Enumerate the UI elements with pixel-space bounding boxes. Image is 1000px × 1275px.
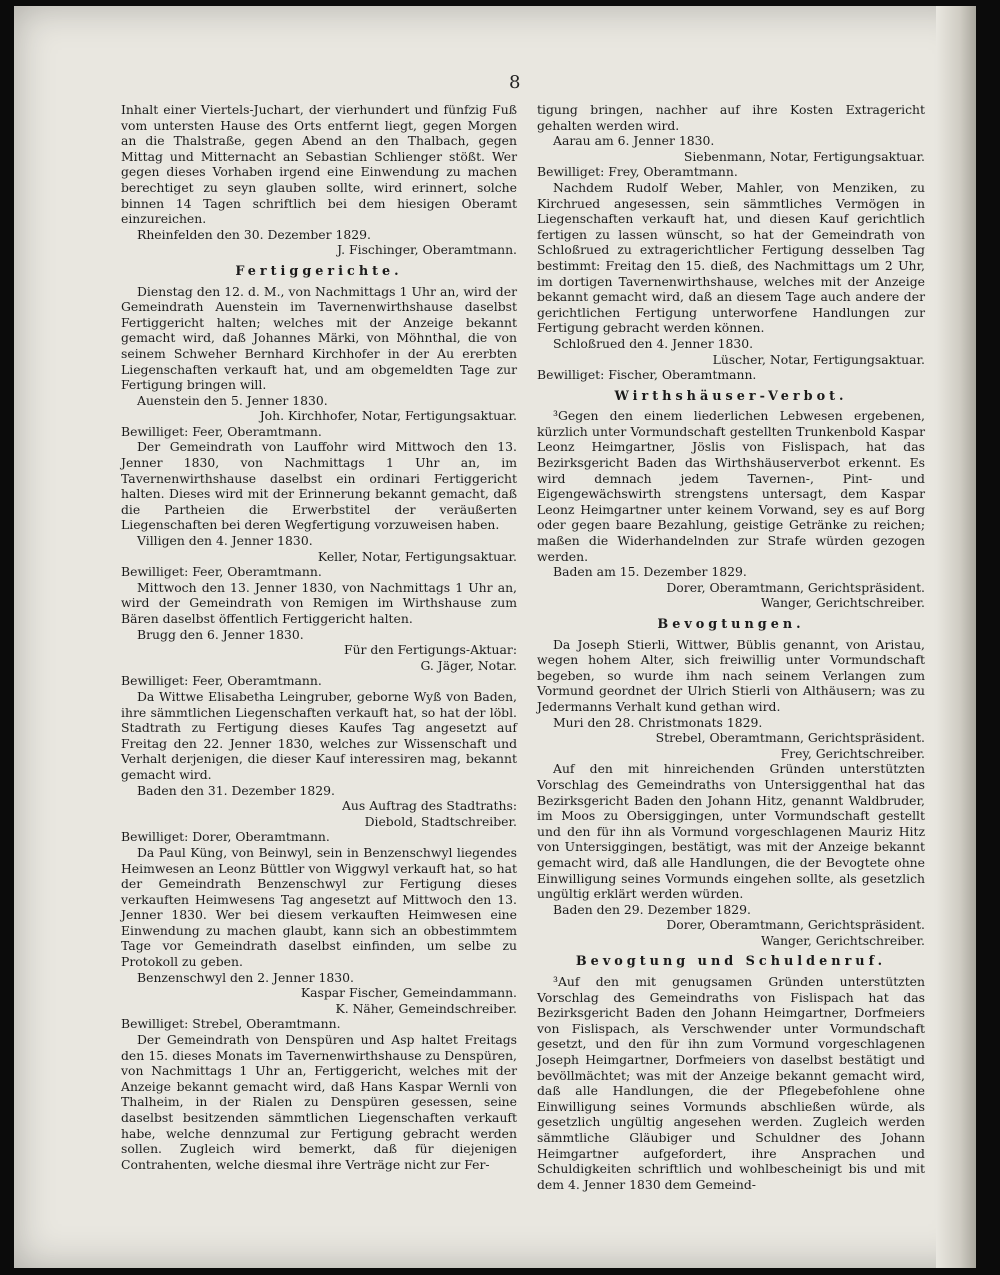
signature-line: J. Fischinger, Oberamtmann. — [337, 242, 517, 258]
section-heading: Bevogtung und Schuldenruf. — [575, 954, 887, 970]
dateline: Villigen den 4. Jenner 1830. — [137, 533, 313, 549]
notice-paragraph: Auf den mit hinreichenden Gründen unterstützten Vorschlag des Gemeindraths von Untersiggenthal hat das Bezirksgericht Baden den Johann Hitz, genannt Waldbruder, im Moos zu Obersiggingen, unter Vormundschaft gestellt und den für ihn als Vormund vorgeschlagenen Mauriz Hitz von Untersiggingen, bestätigt, was mit der Anzeige bekannt gemacht wird, daß alle Handlungen, die der Bevogtete ohne Einwilligung seines Vormunds eingehen sollte, als gesetzlich ungültig erklärt werden würden. — [537, 761, 925, 902]
signature-line: Frey, Gerichtschreiber. — [780, 745, 925, 761]
signature-line: Strebel, Oberamtmann, Gerichtspräsident. — [655, 730, 925, 746]
dateline: Aarau am 6. Jenner 1830. — [553, 133, 715, 149]
page-number: 8 — [509, 72, 521, 93]
signature-line: Joh. Kirchhofer, Notar, Fertigungsaktuar. — [259, 408, 517, 424]
signature-line: Wanger, Gerichtschreiber. — [760, 595, 925, 611]
notice-paragraph: Da Joseph Stierli, Wittwer, Büblis genannt, von Aristau, wegen hohem Alter, sich freiwillig unter Vormundschaft begeben, so wurde ihm nach seinem Verlangen zum Vormund geordnet der Ulrich Stierli von Althäusern; was zu Jedermanns Verhalt kund gethan wird. — [537, 636, 925, 714]
notice-paragraph: Nachdem Rudolf Weber, Mahler, von Menziken, zu Kirchrued angesessen, sein sämmtliches Vermögen in Liegenschaften verkauft hat, und diesen Kauf gerichtlich fertigen zu lassen wünscht, so hat der Gemeindrath von Schloßrued zu extragerichtlicher Fertigung desselben Tag bestimmt: Freitag den 15. dieß, des Nachmittags um 2 Uhr, im dortigen Tavernenwirthshause, welches mit der Anzeige bekannt gemacht wird, daß an diesem Tage auch andere der gerichtlichen Fertigung unterworfene Handlungen zur Fertigung gebracht werden können. — [537, 179, 925, 336]
signature-line: Siebenmann, Notar, Fertigungsaktuar. — [683, 148, 925, 164]
notice-paragraph: Dienstag den 12. d. M., von Nachmittags 1 Uhr an, wird der Gemeindrath Auenstein im Tavernenwirthshause daselbst Fertiggericht halten; welches mit der Anzeige bekannt gemacht wird, daß Johannes Märki, von Möhnthal, die von seinem Schweher Bernhard Kirchhofer in der Au ererbten Liegenschaften verkauft hat, und am obgemeldten Tage zur Fertigung bringen will. — [121, 283, 517, 393]
text-line: Bewilliget: Feer, Oberamtmann. — [121, 673, 322, 689]
notice-paragraph: Der Gemeindrath von Lauffohr wird Mittwoch den 13. Jenner 1830, von Nachmittags 1 Uhr an, im Tavernenwirthshause daselbst ein ordinari Fertiggericht halten. Dieses wird mit der Erinnerung bekannt gemacht, daß die Partheien die Erwerbstitel der veräußerten Liegenschaften bei deren Wegfertigung vorzuweisen haben. — [121, 439, 517, 533]
text-line: Bewilliget: Feer, Oberamtmann. — [121, 423, 322, 439]
text-line: Inhalt einer Viertels-Juchart, der vierhundert und fünfzig Fuß vom untersten Hause des Orts entfernt liegt, gegen Morgen an die Thalstraße, gegen Abend an den Thalbach, gegen Mittag und Mitternacht an Sebastian Schlienger stößt. Wer gegen dieses Vorhaben irgend eine Einwendung zu machen berechtiget zu seyn glauben sollte, wird erinnert, solche binnen 14 Tagen schriftlich bei dem hiesigen Oberamt einzureichen. — [121, 102, 517, 227]
text-line: Bewilliget: Feer, Oberamtmann. — [121, 564, 322, 580]
left-column — [121, 102, 517, 1172]
signature-line: Dorer, Oberamtmann, Gerichtspräsident. — [666, 917, 925, 933]
text-line: tigung bringen, nachher auf ihre Kosten Extragericht gehalten werden wird. — [537, 102, 925, 133]
section-heading: Fertiggerichte. — [235, 263, 403, 279]
notice-paragraph: Da Wittwe Elisabetha Leingruber, geborne Wyß von Baden, ihre sämmtlichen Liegenschaften verkauft hat, so hat der löbl. Stadtrath zu Fertigung dieses Kaufes Tag angesetzt auf Freitag den 22. Jenner 1830, welches zur Wissenschaft und Verhalt derjenigen, die dieser Kauf interessiren mag, bekannt gemacht wird. — [121, 688, 517, 782]
text-line: Bewilliget: Fischer, Oberamtmann. — [537, 367, 757, 383]
dateline: Schloßrued den 4. Jenner 1830. — [553, 335, 754, 351]
notice-paragraph: ³Gegen den einem liederlichen Lebwesen ergebenen, kürzlich unter Vormundschaft gestellten Trunkenbold Kaspar Leonz Heimgartner, Jöslis von Fislispach, hat das Bezirksgericht Baden das Wirthshäuserverbot erkennt. Es wird demnach jedem Tavernen-, Pint- und Eigengewächswirth strengstens untersagt, dem Kaspar Leonz Heimgartner unter keinem Vorwand, sey es auf Borg oder gegen baare Bezahlung, geistige Getränke zu reichen; maßen die Widerhandelnden zur Strafe würden gezogen werden. — [537, 408, 925, 564]
notice-paragraph: Da Paul Küng, von Beinwyl, sein in Benzenschwyl liegendes Heimwesen an Leonz Büttler von Wiggwyl verkauft hat, so hat der Gemeindrath Benzenschwyl zur Fertigung dieses verkauften Heimwesens Tag angesetzt auf Mittwoch den 13. Jenner 1830. Wer bei diesem verkauften Heimwesen eine Einwendung zu machen glaubt, kann sich an obbestimmtem Tage vor Gemeindrath daselbst einfinden, um selbe zu Protokoll zu geben. — [121, 844, 517, 970]
section-heading: Wirthshäuser-Verbot. — [614, 388, 848, 404]
signature-line: Lüscher, Notar, Fertigungsaktuar. — [712, 351, 925, 367]
notice-paragraph: Mittwoch den 13. Jenner 1830, von Nachmittags 1 Uhr an, wird der Gemeindrath von Remigen im Wirthshause zum Bären daselbst öffentlich Fertiggericht halten. — [121, 579, 517, 626]
dateline: Auenstein den 5. Jenner 1830. — [137, 392, 328, 408]
signature-line: G. Jäger, Notar. — [420, 657, 517, 673]
newspaper-page — [14, 6, 976, 1268]
signature-line: K. Näher, Gemeindschreiber. — [335, 1000, 517, 1016]
notice-paragraph: ³Auf den mit genugsamen Gründen unterstützten Vorschlag des Gemeindraths von Fislispach hat das Bezirksgericht Baden den Johann Heimgartner, Dorfmeiers von Fislispach, als Verschwender unter Vormundschaft gesetzt, und den für ihn zum Vormund vorgeschlagenen Joseph Heimgartner, Dorfmeiers von daselbst bestätigt und bevöllmächtet; was mit der Anzeige bekannt gemacht wird, daß alle Handlungen, die der Pflegebefohlene ohne Einwilligung seines Vormunds abschließen würde, als gesetzlich ungültig angesehen werden. Zugleich werden sämmtliche Gläubiger und Schuldner des Johann Heimgartner aufgefordert, ihre Ansprachen und Schuldigkeiten schriftlich und wohlbescheinigt bis und mit dem 4. Jenner 1830 dem Gemeind- — [537, 974, 925, 1192]
section-heading: Bevogtungen. — [657, 617, 805, 632]
dateline: Baden den 29. Dezember 1829. — [553, 901, 751, 917]
text-line: Bewilliget: Strebel, Oberamtmann. — [121, 1016, 341, 1032]
signature-line: Diebold, Stadtschreiber. — [364, 813, 517, 829]
dateline: Benzenschwyl den 2. Jenner 1830. — [137, 969, 354, 985]
page-spine-shadow — [936, 6, 976, 1268]
signature-line: Dorer, Oberamtmann, Gerichtspräsident. — [666, 579, 925, 595]
dateline: Baden am 15. Dezember 1829. — [553, 564, 747, 580]
signature-line: Keller, Notar, Fertigungsaktuar. — [317, 548, 517, 564]
dateline: Muri den 28. Christmonats 1829. — [553, 714, 763, 730]
text-line: Bewilliget: Dorer, Oberamtmann. — [121, 829, 330, 845]
notice-paragraph: Der Gemeindrath von Denspüren und Asp haltet Freitags den 15. dieses Monats im Tavernenwirthshause zu Denspüren, von Nachmittags 1 Uhr an, Fertiggericht, welches mit der Anzeige bekannt gemacht wird, daß Hans Kaspar Wernli von Thalheim, in der Rialen zu Denspüren gesessen, seine daselbst besitzenden sämmtlichen Liegenschaften verkauft habe, welche dennzumal zur Fertigung gebracht werden sollen. Zugleich wird bemerkt, daß für diejenigen Contrahenten, welche diesmal ihre Verträge nicht zur Fer- — [121, 1032, 517, 1172]
text-line: Bewilliget: Frey, Oberamtmann. — [537, 164, 738, 180]
signature-line: Wanger, Gerichtschreiber. — [760, 932, 925, 948]
dateline: Rheinfelden den 30. Dezember 1829. — [137, 226, 371, 242]
signature-line: Kaspar Fischer, Gemeindammann. — [300, 985, 517, 1001]
dateline: Brugg den 6. Jenner 1830. — [137, 626, 304, 642]
signature-line: Aus Auftrag des Stadtraths: — [341, 798, 517, 814]
signature-line: Für den Fertigungs-Aktuar: — [343, 642, 517, 658]
dateline: Baden den 31. Dezember 1829. — [137, 782, 335, 798]
right-column — [537, 102, 925, 1192]
